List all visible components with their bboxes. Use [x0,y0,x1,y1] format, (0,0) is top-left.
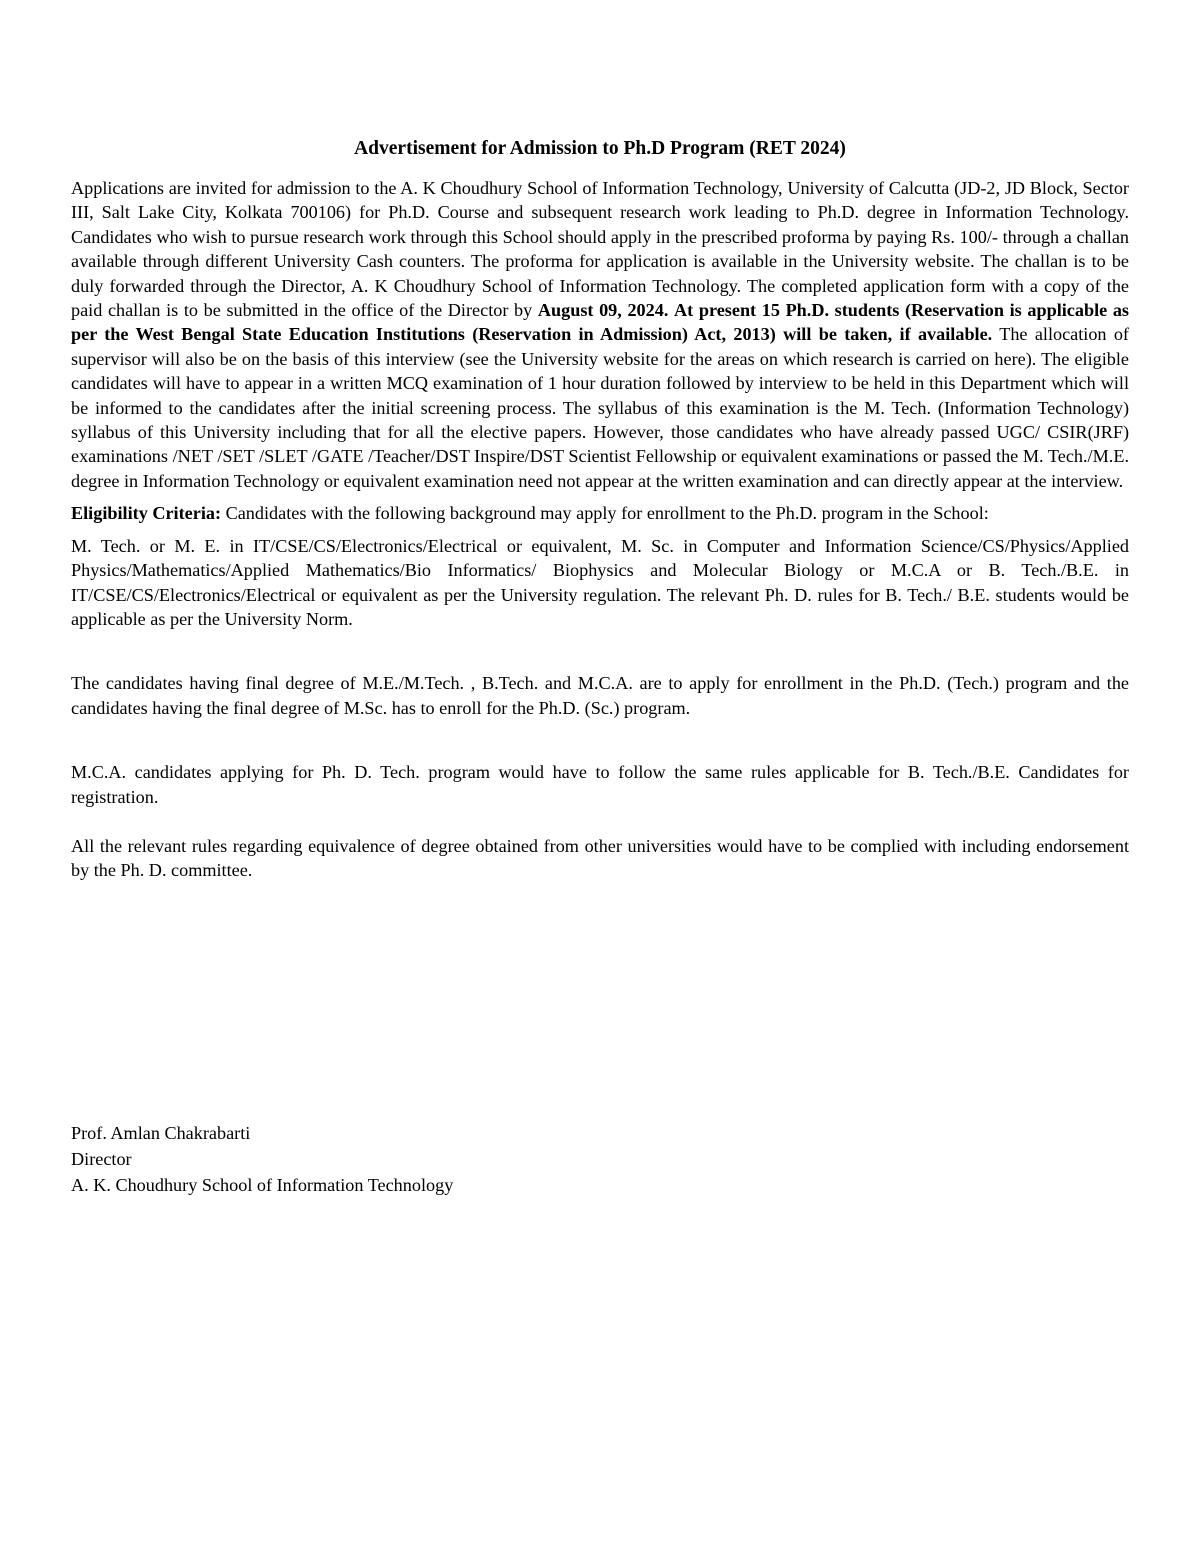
main-paragraph [71,176,1129,493]
main-paragraph-text-1: Applications are invited for admission to the A. K Choudhury School of Information Technology, University of Calcutta (JD-2, JD Block, Sector III, Salt Lake City, Kolkata 700106) for Ph.D. Course and subsequent research work leading to Ph.D. degree in Information Technology. Candidates who wish to pursue research work through this School should apply in the prescribed proforma by paying Rs. 100/- through a challan available through different University Cash counters. The proforma for application is available in the University website. The challan is to be duly forwarded through the Director, A. K Choudhury School of Information Technology. The completed application form with a copy of the paid challan is to be submitted in the office of the Director by [71,178,1129,321]
signatory-institution: A. K. Choudhury School of Information Technology [71,1175,454,1195]
signatory-name: Prof. Amlan Chakrabarti [71,1123,251,1143]
mca-paragraph: M.C.A. candidates applying for Ph. D. Tech. program would have to follow the same rules applicable for B. Tech./B.E. Candidates for registration. [71,762,1129,807]
page-title: Advertisement for Admission to Ph.D Program (RET 2024) [354,138,846,159]
eligibility-paragraph [71,501,1129,525]
final-degree-paragraph: The candidates having final degree of M.E./M.Tech. , B.Tech. and M.C.A. are to apply for enrollment in the Ph.D. (Tech.) program and the candidates having the final degree of M.Sc. has to enroll for the Ph.D. (Sc.) program. [71,673,1129,718]
signatory-designation: Director [71,1149,132,1169]
document-body [71,136,1129,883]
eligibility-label: Eligibility Criteria: [71,503,222,524]
signature-block [71,1120,453,1198]
qualifications-paragraph: M. Tech. or M. E. in IT/CSE/CS/Electronics/Electrical or equivalent, M. Sc. in Computer and Information Science/CS/Physics/Applied Physics/Mathematics/Applied Mathematics/Bio Informatics/ Biophysics and Molecular Biology or M.C.A or B. Tech./B.E. in IT/CSE/CS/Electronics/Electrical or equivalent as per the University regulation. The relevant Ph. D. rules for B. Tech./ B.E. students would be applicable as per the University Norm. [71,535,1129,629]
eligibility-text: Candidates with the following background may apply for enrollment to the Ph.D. program in the School: [221,503,989,524]
equivalence-paragraph: All the relevant rules regarding equivalence of degree obtained from other universities would have to be complied with including endorsement by the Ph. D. committee. [71,835,1129,881]
main-paragraph-text-2: The allocation of supervisor will also be on the basis of this interview (see the University website for the areas on which research is carried on here). The eligible candidates will have to appear in a written MCQ examination of 1 hour duration followed by interview to be held in this Department which will be informed to the candidates after the initial screening process. The syllabus of this examination is the M. Tech. (Information Technology) syllabus of this University including that for all the elective papers. However, those candidates who have already passed UGC/ CSIR(JRF) examinations /NET /SET /SLET /GATE /Teacher/DST Inspire/DST Scientist Fellowship or equivalent examinations or passed the M. Tech./M.E. degree in Information Technology or equivalent examination need not appear at the written examination and can directly appear at the interview. [71,324,1129,491]
seats-notice: At present 15 Ph.D. students (Reservation is applicable as per the West Bengal State Education Institutions (Reservation in Admission) Act, 2013) will be taken, if available. [71,300,1130,345]
application-deadline: August 09, 2024. [537,300,669,321]
